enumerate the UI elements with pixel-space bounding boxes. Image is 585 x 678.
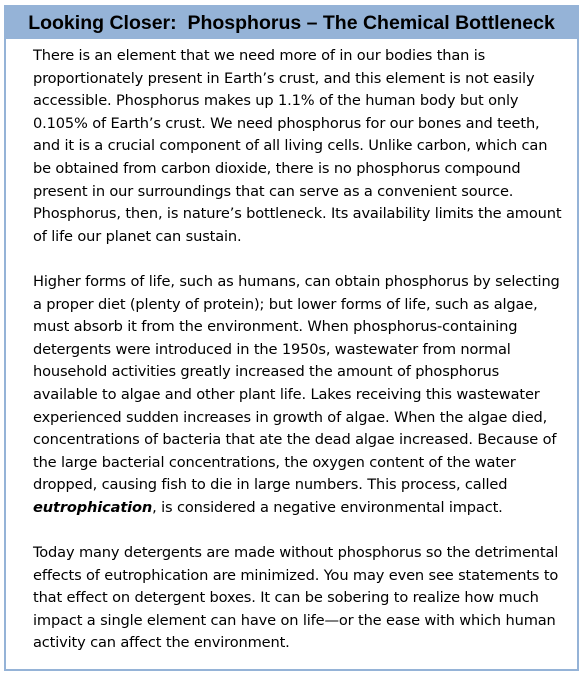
paragraph-2-text-before: Higher forms of life, such as humans, can obtain phosphorus by selecting a proper diet (plenty of protein); but lower forms of life, such as algae, must absorb it from the environment. When phosphorus-containing detergents were introduced in the 1950s, wastewater from normal household activities greatly increased the amount of phosphorus available to algae and other plant life. Lakes receiving this wastewater experienced sudden increases in growth of algae. When the algae died, concentrations of bacteria that ate the dead algae increased. Because of the large bacterial concentrations, the oxygen content of the water dropped, causing fish to die in large numbers. This process, called	[33, 272, 560, 494]
paragraph-2-text-after: , is considered a negative environmental impact.	[152, 498, 503, 516]
title-bar	[6, 7, 577, 39]
paragraph-3: Today many detergents are made without phosphorus so the detrimental effects of eutrophication are minimized. You may even see statements to that effect on detergent boxes. It can be sobering to realize how much impact a single element can have on life—or the ease with which human activity can affect the environment.	[33, 544, 559, 652]
key-term-eutrophication: eutrophication	[33, 498, 153, 516]
paragraph-1: There is an element that we need more of in our bodies than is proportionately present in Earth’s crust, and this element is not easily accessible. Phosphorus makes up 1.1% of the human body but only 0.105% of Earth’s crust. We need phosphorus for our bones and teeth, and it is a crucial component of all living cells. Unlike carbon, which can be obtained from carbon dioxide, there is no phosphorus compound present in our surroundings that can serve as a convenient source. Phosphorus, then, is nature’s bottleneck. Its availability limits the amount of life our planet can sustain.	[33, 47, 562, 245]
box-title: Looking Closer: Phosphorus – The Chemical Bottleneck	[28, 11, 555, 34]
paragraph-2	[33, 271, 563, 520]
sidebar-box	[4, 5, 579, 671]
box-content	[33, 45, 563, 655]
